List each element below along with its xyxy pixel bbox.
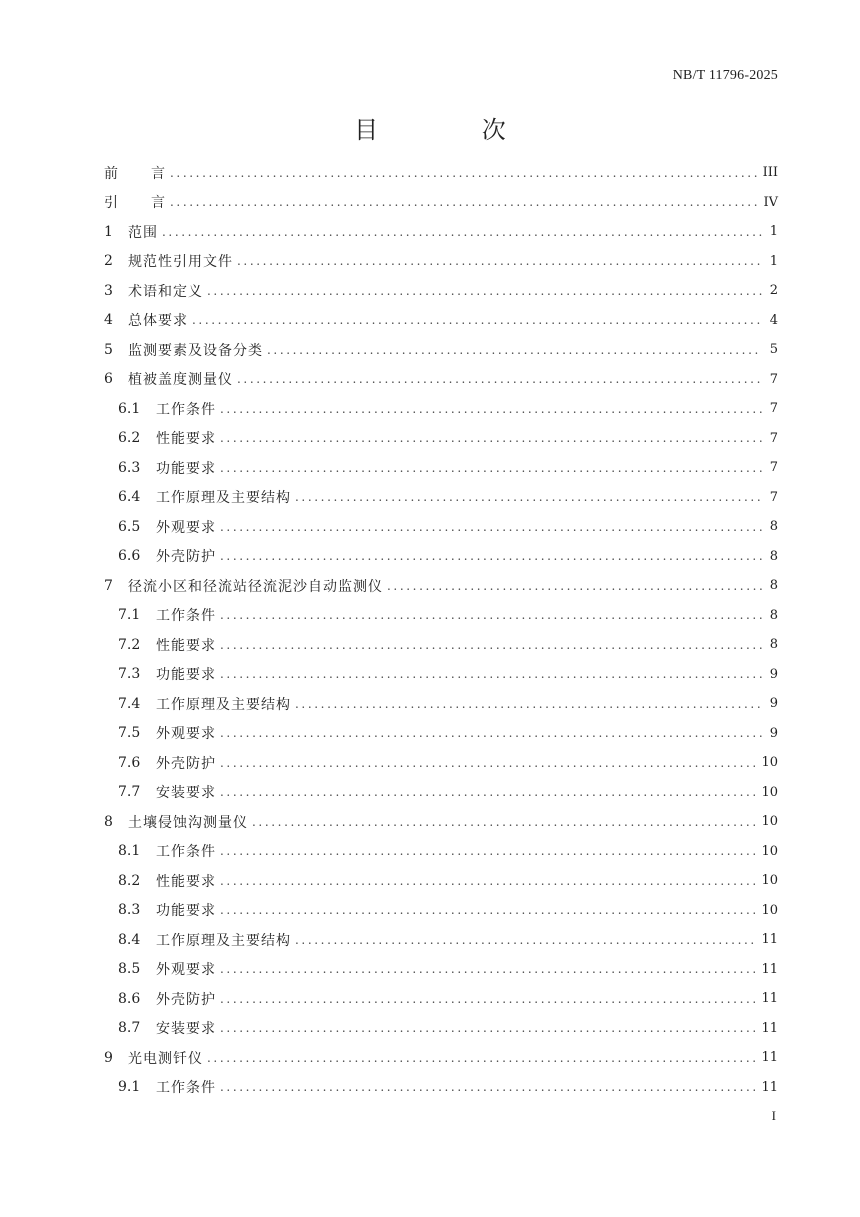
toc-entry-label: 性能要求 [156,431,216,448]
toc-entry-page: 5 [769,342,778,358]
toc-entry[interactable] [104,512,778,542]
dot-leader [387,579,762,593]
toc-entry-label: 植被盖度测量仪 [128,372,233,389]
toc-entry-number: 5 [104,341,113,358]
toc-entry[interactable] [104,955,778,985]
dot-leader [237,254,762,268]
toc-entry-label: 术语和定义 [128,283,203,300]
toc-entry[interactable] [104,866,778,896]
toc-entry-number: 7 [104,577,113,594]
dot-leader [220,638,762,652]
toc-entry[interactable] [104,217,778,247]
toc-entry-number: 引 [104,195,118,212]
toc-entry-page: 9 [769,696,778,712]
toc-entry-number: 8.7 [118,1020,141,1037]
toc-entry-page: 7 [769,371,778,387]
toc-entry-label: 安装要求 [156,1021,216,1038]
dot-leader [207,284,762,298]
toc-entry[interactable] [104,660,778,690]
toc-entry[interactable] [104,896,778,926]
toc-entry-page: 11 [761,1079,778,1095]
toc-entry[interactable] [104,365,778,395]
toc-entry-label: 安装要求 [156,785,216,802]
toc-entry[interactable] [104,1014,778,1044]
toc-entry-page: 7 [769,489,778,505]
toc-entry[interactable] [104,689,778,719]
dot-leader [220,1080,755,1094]
toc-entry-label: 土壤侵蚀沟测量仪 [128,814,248,831]
toc-entry[interactable] [104,542,778,572]
toc-entry-label: 工作原理及主要结构 [156,490,291,507]
dot-leader [220,667,762,681]
toc-entry-label: 范围 [128,224,158,241]
toc-entry-number: 8.5 [118,961,141,978]
toc-entry-page: 1 [769,253,778,269]
toc-entry-label: 监测要素及设备分类 [128,342,263,359]
toc-entry[interactable] [104,630,778,660]
toc-entry-number: 6.3 [118,459,141,476]
dot-leader [220,549,762,563]
dot-leader [220,756,755,770]
toc-entry[interactable] [104,276,778,306]
dot-leader [295,490,762,504]
toc-entry[interactable] [104,925,778,955]
toc-entry[interactable] [104,778,778,808]
toc-entry-number: 7.7 [118,784,141,801]
toc-entry-label: 总体要求 [128,313,188,330]
toc-entry-page: 10 [761,873,778,889]
toc-entry-page: 8 [769,637,778,653]
toc-entry-label: 功能要求 [156,903,216,920]
toc-entry-label: 径流小区和径流站径流泥沙自动监测仪 [128,578,383,595]
toc-entry-page: 7 [769,401,778,417]
toc-entry-number: 6.2 [118,430,141,447]
toc-entry-number: 7.1 [118,607,141,624]
toc-entry-page: 10 [761,814,778,830]
toc-entry-label: 言 [151,165,166,182]
toc-entry-number: 8.6 [118,990,141,1007]
toc-entry-page: 11 [761,932,778,948]
toc-entry-page: 10 [761,784,778,800]
toc-entry[interactable] [104,453,778,483]
dot-leader [237,372,762,386]
dot-leader [267,343,762,357]
dot-leader [162,225,762,239]
toc-entry-number: 6.1 [118,400,141,417]
toc-entry-page: 2 [769,283,778,299]
toc-entry-page: 7 [769,460,778,476]
toc-title: 目 次 [354,116,554,144]
toc-entry-label: 功能要求 [156,667,216,684]
toc-entry-page: 11 [761,1050,778,1066]
toc-entry-page: 8 [769,578,778,594]
toc-entry-page: 7 [769,430,778,446]
toc-entry-page: 8 [769,548,778,564]
toc-entry-label: 工作条件 [156,401,216,418]
toc-entry-number: 9.1 [118,1079,141,1096]
dot-leader [220,1021,755,1035]
dot-leader [295,933,755,947]
toc-entry-number: 8 [104,813,113,830]
toc-entry-number: 7.5 [118,725,141,742]
toc-entry-label: 外壳防护 [156,549,216,566]
toc-entry-page: 1 [769,224,778,240]
toc-entry[interactable] [104,984,778,1014]
toc-entry-number: 3 [104,282,113,299]
toc-entry[interactable] [104,335,778,365]
document-code: NB/T 11796-2025 [672,68,778,83]
toc-entry-number: 6.5 [118,518,141,535]
toc-entry-label: 工作条件 [156,844,216,861]
toc-entry-label: 性能要求 [156,873,216,890]
toc-entry-number: 7.3 [118,666,141,683]
toc-entry[interactable] [104,394,778,424]
dot-leader [220,608,762,622]
toc-entry-label: 工作条件 [156,608,216,625]
dot-leader [170,166,757,180]
toc-entry-label: 外观要求 [156,519,216,536]
toc-entry-label: 工作原理及主要结构 [156,932,291,949]
toc-entry-number: 7.6 [118,754,141,771]
toc-entry[interactable] [104,424,778,454]
toc-entry-page: 9 [769,725,778,741]
toc-entry-label: 光电测钎仪 [128,1050,203,1067]
dot-leader [295,697,762,711]
dot-leader [220,992,755,1006]
toc-entry-number: 7.2 [118,636,141,653]
dot-leader [220,431,762,445]
toc-entry-number: 1 [104,223,113,240]
toc-entry-label: 工作原理及主要结构 [156,696,291,713]
toc-entry-page: 9 [769,666,778,682]
toc-entry[interactable] [104,1073,778,1103]
toc-entry-label: 外壳防护 [156,755,216,772]
toc-entry[interactable] [104,306,778,336]
dot-leader [220,402,762,416]
toc-entry-page: 4 [769,312,778,328]
toc-entry-page: 11 [761,1020,778,1036]
dot-leader [220,461,762,475]
table-of-contents [104,158,778,1102]
dot-leader [220,874,755,888]
toc-entry[interactable] [104,748,778,778]
toc-entry[interactable] [104,158,778,188]
toc-entry-label: 工作条件 [156,1080,216,1097]
toc-entry-page: 8 [769,519,778,535]
dot-leader [220,726,762,740]
toc-entry-page: 10 [761,755,778,771]
page-number: I [771,1108,776,1123]
toc-entry[interactable] [104,247,778,277]
toc-entry-number: 8.3 [118,902,141,919]
toc-entry-label: 言 [151,195,166,212]
toc-entry-label: 外观要求 [156,726,216,743]
toc-entry-number: 6 [104,371,113,388]
toc-entry-number: 4 [104,312,113,329]
toc-entry-number: 9 [104,1049,113,1066]
dot-leader [252,815,755,829]
dot-leader [220,844,755,858]
toc-entry-number: 2 [104,253,113,270]
toc-entry-page: 10 [761,902,778,918]
toc-entry-page: 8 [769,607,778,623]
toc-entry-number: 6.6 [118,548,141,565]
toc-entry-label: 性能要求 [156,637,216,654]
toc-entry[interactable] [104,601,778,631]
dot-leader [220,903,755,917]
toc-entry-number: 7.4 [118,695,141,712]
toc-entry[interactable] [104,1043,778,1073]
toc-entry-page: III [762,165,778,181]
toc-entry[interactable] [104,483,778,513]
toc-entry-number: 8.1 [118,843,141,860]
toc-entry[interactable] [104,719,778,749]
dot-leader [220,962,755,976]
dot-leader [192,313,762,327]
toc-entry[interactable] [104,807,778,837]
toc-entry-number: 8.4 [118,931,141,948]
toc-entry-page: 11 [761,991,778,1007]
dot-leader [220,785,755,799]
toc-entry-number: 前 [104,165,118,182]
toc-entry[interactable] [104,571,778,601]
dot-leader [220,520,762,534]
toc-entry[interactable] [104,837,778,867]
toc-entry-page: 10 [761,843,778,859]
toc-entry-page: 11 [761,961,778,977]
toc-entry[interactable] [104,188,778,218]
toc-entry-label: 规范性引用文件 [128,254,233,271]
toc-entry-number: 6.4 [118,489,141,506]
toc-entry-label: 外壳防护 [156,991,216,1008]
toc-entry-page: IV [763,194,778,210]
toc-entry-label: 功能要求 [156,460,216,477]
toc-entry-label: 外观要求 [156,962,216,979]
dot-leader [170,195,757,209]
dot-leader [207,1051,755,1065]
toc-entry-number: 8.2 [118,872,141,889]
